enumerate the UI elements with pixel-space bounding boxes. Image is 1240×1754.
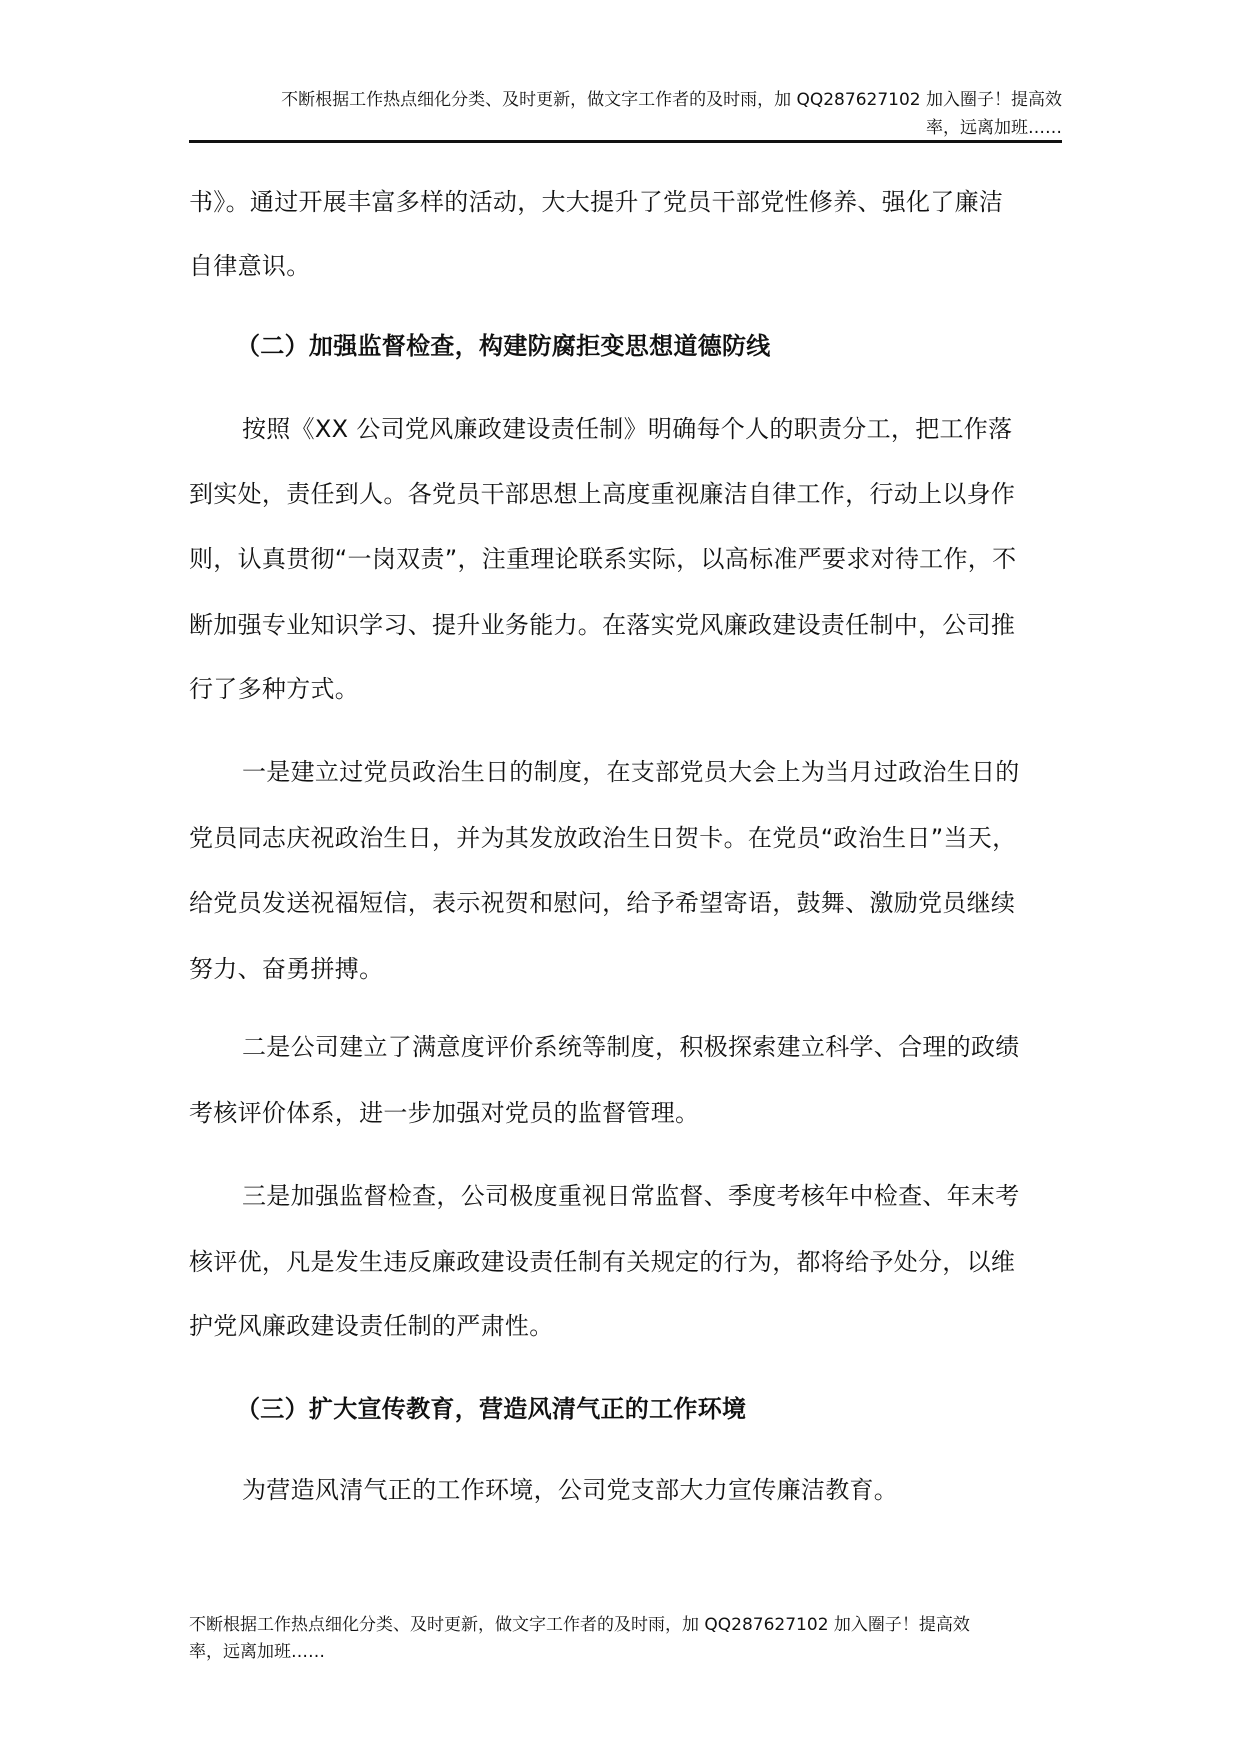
body-line: 三是加强监督检查，公司极度重视日常监督、季度考核年中检查、年末考 xyxy=(242,1182,1020,1210)
body-line: 二是公司建立了满意度评价系统等制度，积极探索建立科学、合理的政绩 xyxy=(242,1033,1020,1061)
body-line: 断加强专业知识学习、提升业务能力。在落实党风廉政建设责任制中，公司推 xyxy=(189,611,1016,639)
section-heading: （三）扩大宣传教育，营造风清气正的工作环境 xyxy=(236,1395,747,1423)
body-line: 党员同志庆祝政治生日，并为其发放政治生日贺卡。在党员“政治生日”当天， xyxy=(189,824,1017,852)
footer-line-2: 率，远离加班…… xyxy=(189,1642,325,1662)
page-header xyxy=(189,86,1062,142)
body-line: 书》。通过开展丰富多样的活动，大大提升了党员干部党性修养、强化了廉洁 xyxy=(189,188,1004,216)
body-line: 一是建立过党员政治生日的制度，在支部党员大会上为当月过政治生日的 xyxy=(242,758,1020,786)
body-line: 则，认真贯彻“一岗双责”，注重理论联系实际，以高标准严要求对待工作，不 xyxy=(189,545,1017,573)
header-rule xyxy=(189,140,1062,143)
body-line: 行了多种方式。 xyxy=(189,675,360,703)
section-heading: （二）加强监督检查，构建防腐拒变思想道德防线 xyxy=(236,332,771,360)
body-line: 到实处，责任到人。各党员干部思想上高度重视廉洁自律工作，行动上以身作 xyxy=(189,480,1016,508)
body-line: 护党风廉政建设责任制的严肃性。 xyxy=(189,1312,554,1340)
body-line: 为营造风清气正的工作环境，公司党支部大力宣传廉洁教育。 xyxy=(242,1476,899,1504)
page-footer xyxy=(189,1612,1069,1666)
body-line: 考核评价体系，进一步加强对党员的监督管理。 xyxy=(189,1099,700,1127)
body-line: 按照《XX 公司党风廉政建设责任制》明确每个人的职责分工，把工作落 xyxy=(242,415,1013,443)
header-line-2: 率，远离加班…… xyxy=(926,118,1062,138)
header-line-1: 不断根据工作热点细化分类、及时更新，做文字工作者的及时雨，加 QQ287627102 加入圈子！提高效 xyxy=(281,90,1062,110)
footer-line-1: 不断根据工作热点细化分类、及时更新，做文字工作者的及时雨，加 QQ287627102 加入圈子！提高效 xyxy=(189,1615,970,1635)
body-line: 自律意识。 xyxy=(189,252,311,280)
body-line: 核评优，凡是发生违反廉政建设责任制有关规定的行为，都将给予处分，以维 xyxy=(189,1248,1016,1276)
body-line: 努力、奋勇拼搏。 xyxy=(189,955,384,983)
body-line: 给党员发送祝福短信，表示祝贺和慰问，给予希望寄语，鼓舞、激励党员继续 xyxy=(189,889,1016,917)
